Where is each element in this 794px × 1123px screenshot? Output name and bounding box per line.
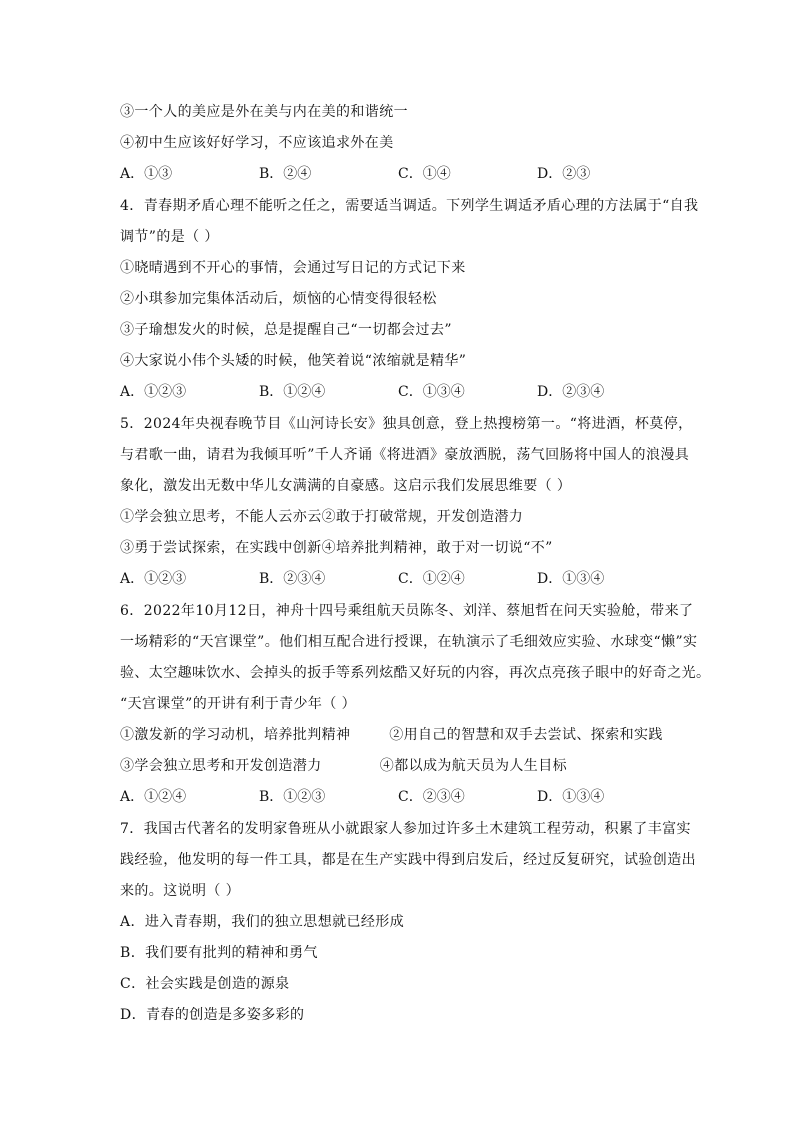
q5-stem-line-2: 与君歌一曲，请君为我倾耳听”千人齐诵《将进酒》豪放洒脱，荡气回肠将中国人的浪漫具 xyxy=(120,447,690,463)
q7-choice-c: C．社会实践是创造的源泉 xyxy=(120,976,290,992)
q6-option-b: B．①②③ xyxy=(259,789,326,805)
q7-stem-line-3: 来的。这说明（ ） xyxy=(120,883,241,899)
q3-item-3: ③一个人的美应是外在美与内在美的和谐统一 xyxy=(120,104,408,120)
q4-item-3: ③子瑜想发火的时候，总是提醒自己“一切都会过去” xyxy=(120,322,452,338)
q4-option-c: C．①③④ xyxy=(398,384,465,400)
q7-stem-line-2: 践经验，他发明的每一件工具，都是在生产实践中得到启发后，经过反复研究，试验创造出 xyxy=(120,852,696,868)
q7-stem-line-1: 7．我国古代著名的发明家鲁班从小就跟家人参加过许多土木建筑工程劳动，积累了丰富实 xyxy=(120,821,691,837)
q3-option-c: C．①④ xyxy=(398,166,451,182)
q5-option-a: A．①②③ xyxy=(120,571,187,587)
q6-item-line-2: ③学会独立思考和开发创造潜力 ④都以成为航天员为人生目标 xyxy=(120,758,568,774)
q6-stem-line-4: “天宫课堂”的开讲有利于青少年（ ） xyxy=(120,696,356,712)
q3-option-a: A．①③ xyxy=(120,166,173,182)
q6-stem-line-1: 6．2022年10月12日，神舟十四号乘组航天员陈冬、刘洋、蔡旭哲在问天实验舱，带来了 xyxy=(120,603,694,619)
q4-item-2: ②小琪参加完集体活动后，烦恼的心情变得很轻松 xyxy=(120,291,437,307)
q5-option-c: C．①②④ xyxy=(398,571,465,587)
q3-option-b: B．②④ xyxy=(259,166,312,182)
q6-option-c: C．②③④ xyxy=(398,789,465,805)
q4-stem-line-2: 调节”的是（ ） xyxy=(120,229,219,245)
q5-item-1: ①学会独立思考，不能人云亦云②敢于打破常规，开发创造潜力 xyxy=(120,509,524,525)
q6-stem-line-2: 一场精彩的“天宫课堂”。他们相互配合进行授课，在轨演示了毛细效应实验、水球变“懒”实 xyxy=(120,634,698,650)
q7-choice-a: A．进入青春期，我们的独立思想就已经形成 xyxy=(120,914,405,930)
q5-stem-line-3: 象化，激发出无数中华儿女满满的自豪感。这启示我们发展思维要（ ） xyxy=(120,478,572,494)
q7-choice-b: B．我们要有批判的精神和勇气 xyxy=(120,945,318,961)
q6-option-a: A．①②④ xyxy=(120,789,187,805)
q4-stem-line-1: 4．青春期矛盾心理不能听之任之，需要适当调适。下列学生调适矛盾心理的方法属于“自我 xyxy=(120,198,699,214)
q4-item-4: ④大家说小伟个头矮的时候，他笑着说“浓缩就是精华” xyxy=(120,353,467,369)
q4-option-a: A．①②③ xyxy=(120,384,187,400)
q6-stem-line-3: 验、太空趣味饮水、会掉头的扳手等系列炫酷又好玩的内容，再次点亮孩子眼中的好奇之光。 xyxy=(120,665,711,681)
q5-option-d: D．①③④ xyxy=(537,571,605,587)
q5-stem-line-1: 5．2024年央视春晚节目《山河诗长安》独具创意，登上热搜榜第一。“将进酒，杯莫停， xyxy=(120,416,693,432)
q5-option-b: B．②③④ xyxy=(259,571,326,587)
q4-item-1: ①晓晴遇到不开心的事情，会通过写日记的方式记下来 xyxy=(120,260,466,276)
q6-option-d: D．①③④ xyxy=(537,789,605,805)
q5-item-2: ③勇于尝试探索，在实践中创新④培养批判精神，敢于对一切说“不” xyxy=(120,540,553,556)
q4-options xyxy=(120,382,680,402)
q6-item-line-1: ①激发新的学习动机，培养批判精神 ②用自己的智慧和双手去尝试、探索和实践 xyxy=(120,727,663,743)
q3-item-4: ④初中生应该好好学习，不应该追求外在美 xyxy=(120,135,394,151)
q6-options xyxy=(120,787,680,807)
q5-options xyxy=(120,569,680,589)
q7-choice-d: D．青春的创造是多姿多彩的 xyxy=(120,1007,305,1023)
q3-option-d: D．②③ xyxy=(537,166,591,182)
q4-option-b: B．①②④ xyxy=(259,384,326,400)
q4-option-d: D．②③④ xyxy=(537,384,605,400)
q3-options xyxy=(120,164,680,184)
